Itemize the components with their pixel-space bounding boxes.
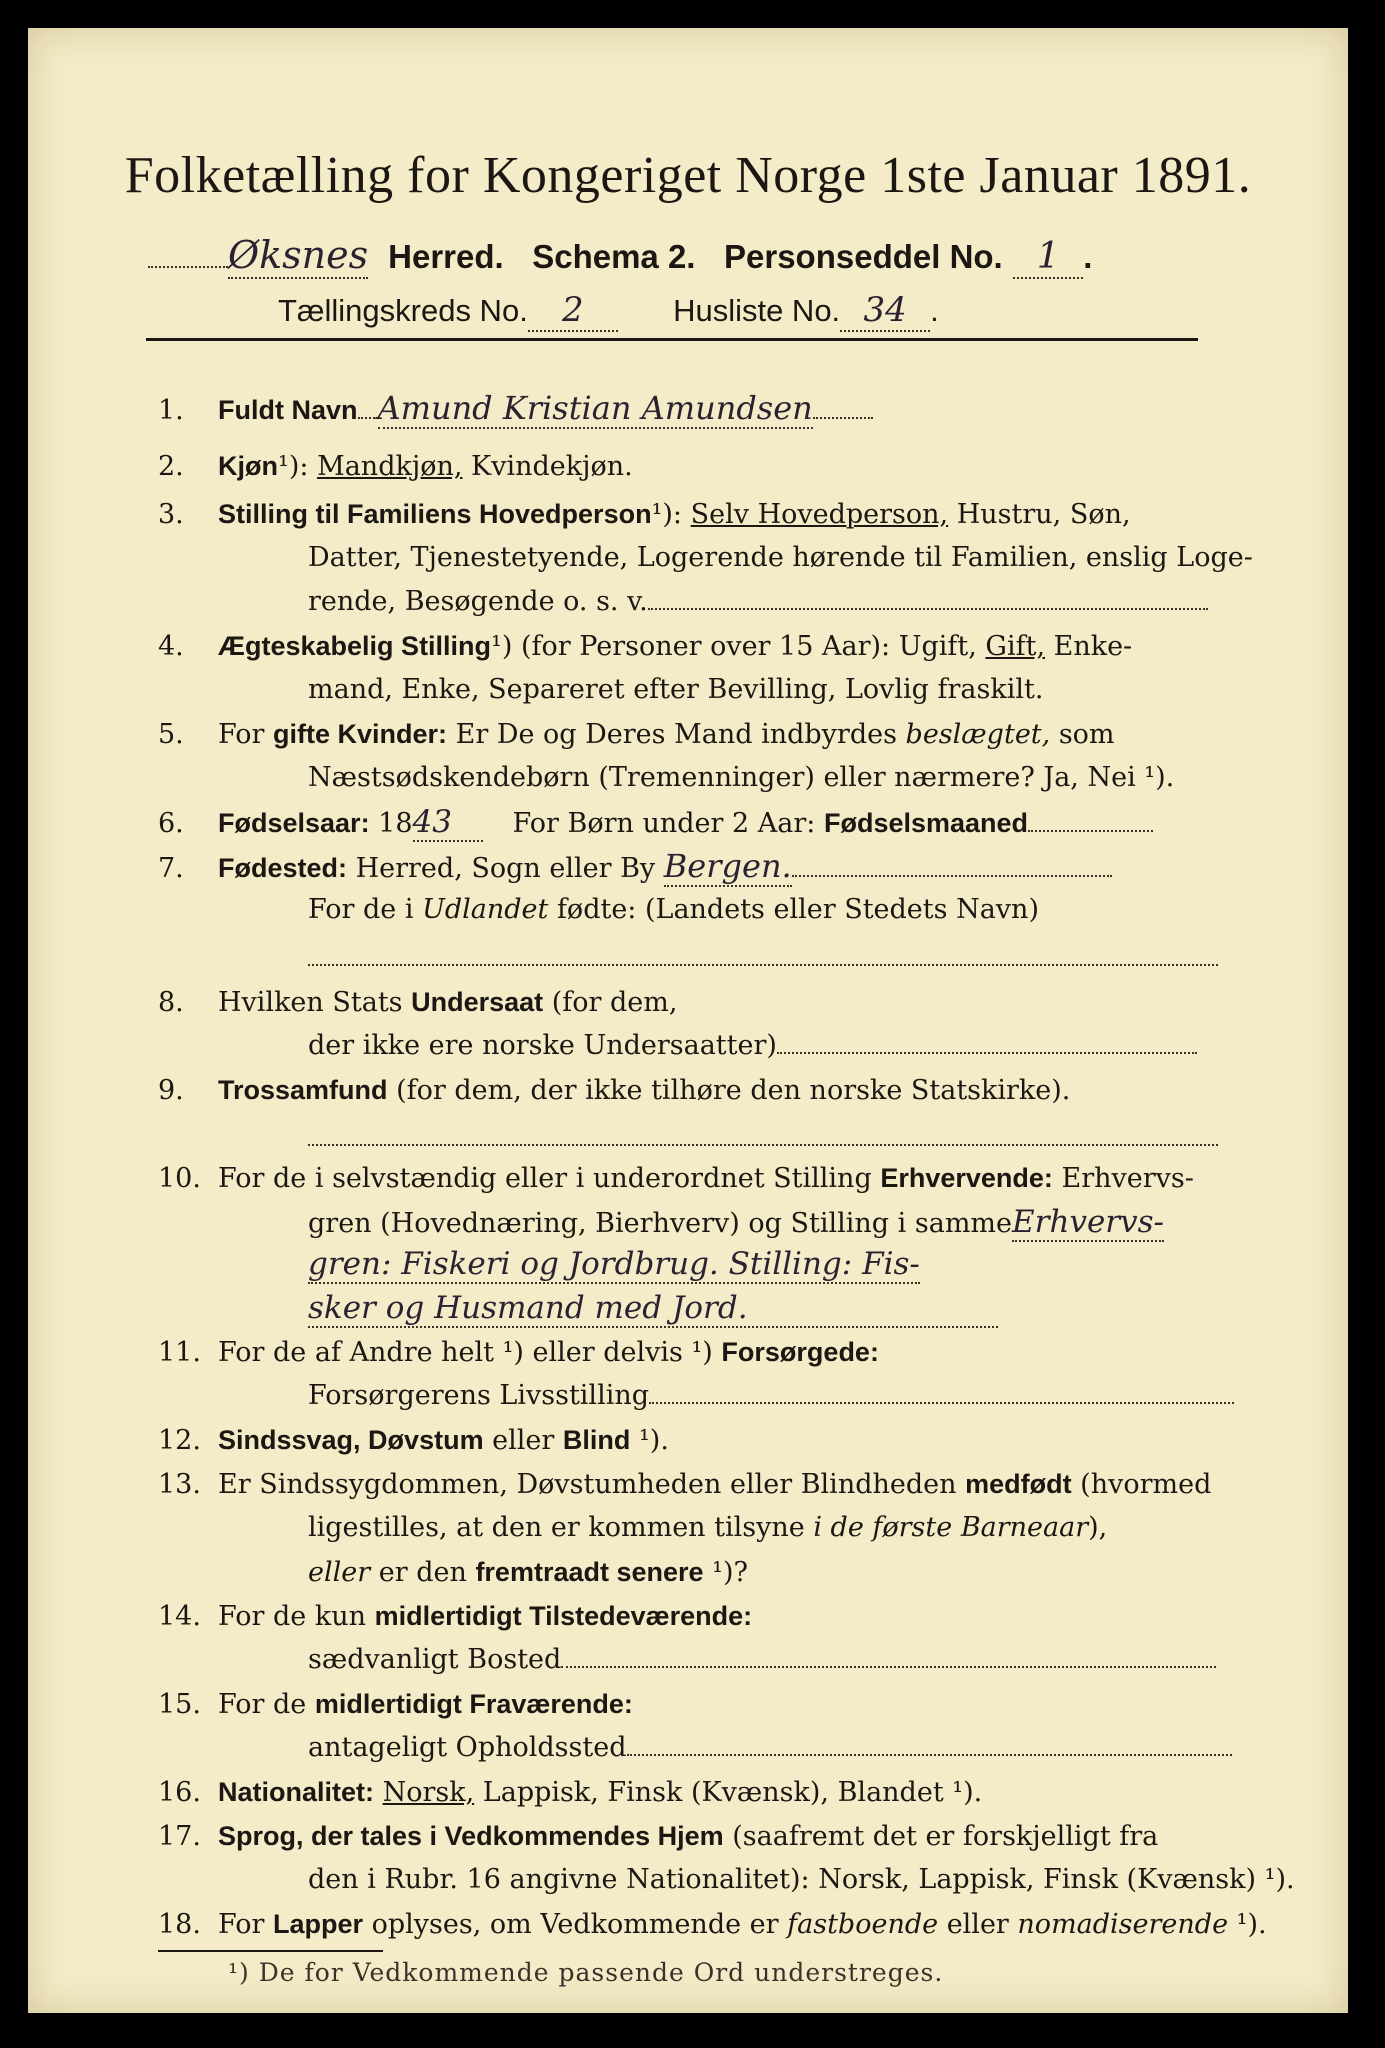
text: For de kun	[218, 1601, 375, 1632]
text: Enke-	[1045, 631, 1133, 662]
text: ¹)?	[703, 1557, 748, 1588]
row-8-sub	[308, 1028, 1197, 1064]
schema-label: Schema 2.	[532, 238, 696, 275]
herred-value: Øksnes	[228, 233, 369, 277]
personseddel-value: 1	[1013, 236, 1083, 279]
label-sindssvag: Sindssvag, Døvstum	[218, 1425, 484, 1455]
row-number: 7.	[158, 853, 184, 884]
text: oplyses, om Vedkommende er	[363, 1909, 788, 1940]
text: For	[218, 1909, 274, 1940]
label-medfodt: medfødt	[965, 1469, 1072, 1499]
herred-line: Øksnes Herred. Schema 2. Personseddel No. 1 .	[148, 233, 1092, 279]
option-norsk-selected: Norsk,	[382, 1777, 475, 1808]
text: eller	[308, 1557, 371, 1588]
row-number: 17.	[158, 1821, 201, 1852]
label-fremtraadt: fremtraadt senere	[475, 1557, 704, 1587]
label-sprog: Sprog, der tales i Vedkommendes Hjem	[218, 1821, 724, 1851]
row-number: 6.	[158, 808, 184, 839]
text: Er Sindssygdommen, Døvstumheden eller Blindheden	[218, 1469, 966, 1500]
text: Kvindekjøn.	[462, 451, 633, 482]
row-5	[158, 716, 1115, 753]
row-number: 2.	[158, 451, 184, 482]
label-blind: Blind	[562, 1425, 631, 1455]
kreds-line: Tællingskreds No. 2 Husliste No. 34 .	[278, 290, 939, 330]
text: som	[1050, 719, 1115, 750]
text: den i Rubr. 16 angivne Nationalitet): Norsk, Lappisk, Finsk (Kvænsk) ¹).	[308, 1864, 1295, 1895]
label-gifte-kvinder: gifte Kvinder:	[273, 719, 448, 749]
label-nationalitet: Nationalitet:	[218, 1777, 375, 1807]
text: eller	[483, 1425, 563, 1456]
label-fodselsmaaned: Fødselsmaaned	[823, 808, 1029, 838]
text: fastboende	[787, 1909, 939, 1940]
footnote-rule	[158, 1950, 383, 1952]
row-number: 4.	[158, 631, 184, 662]
row-7	[158, 848, 1112, 887]
label-kjon: Kjøn	[218, 451, 278, 481]
text: For	[218, 719, 274, 750]
option-selv-hovedperson-selected: Selv Hovedperson,	[690, 499, 949, 530]
herred-label: Herred.	[388, 238, 504, 275]
text: For de	[218, 1689, 315, 1720]
text: ¹):	[651, 499, 691, 530]
row-10-sub	[308, 1204, 1164, 1242]
personseddel-label: Personseddel No.	[723, 238, 1003, 275]
text: Er De og Deres Mand indbyrdes	[447, 719, 906, 750]
value-erhverv-1: Erhvervs-	[1012, 1204, 1165, 1240]
row-3	[158, 496, 1131, 533]
row-17	[158, 1818, 1158, 1855]
row-6	[158, 804, 1153, 842]
label-fodested: Fødested:	[218, 853, 348, 883]
label-forsorgede: Forsørgede:	[721, 1337, 879, 1367]
text: fødte: (Landets eller Stedets Navn)	[548, 894, 1039, 925]
row-8	[158, 984, 677, 1021]
row-7-sub	[308, 892, 1039, 928]
row-14	[158, 1598, 752, 1635]
text: mand, Enke, Separeret efter Bevilling, Lovlig fraskilt.	[308, 674, 1044, 705]
row-10	[158, 1160, 1194, 1197]
row-number: 16.	[158, 1777, 201, 1808]
option-mandkjon-selected: Mandkjøn,	[317, 451, 463, 482]
text: Herred, Sogn eller By	[347, 853, 664, 884]
text: For de af Andre helt ¹) eller delvis ¹)	[218, 1337, 722, 1368]
row-11	[158, 1334, 879, 1371]
text: ¹).	[630, 1425, 669, 1456]
text: beslægtet,	[905, 719, 1051, 750]
text: Forsørgerens Livsstilling	[308, 1380, 650, 1411]
text: Lappisk, Finsk (Kvænsk), Blandet ¹).	[474, 1777, 983, 1808]
kreds-value: 2	[528, 290, 618, 332]
row-number: 11.	[158, 1337, 201, 1368]
row-9	[158, 1072, 1070, 1109]
row-15	[158, 1686, 633, 1723]
row-number: 15.	[158, 1689, 201, 1720]
text: antageligt Opholdssted	[308, 1732, 627, 1763]
text: 18	[369, 808, 413, 839]
text: der ikke ere norske Undersaatter)	[308, 1030, 777, 1061]
text: ),	[1088, 1512, 1108, 1543]
row-number: 1.	[158, 395, 184, 426]
row-2	[158, 448, 633, 485]
text: ¹):	[278, 451, 309, 482]
value-erhverv-2: gren: Fiskeri og Jordbrug. Stilling: Fis-	[308, 1246, 920, 1282]
text: (saafremt det er forskjelligt fra	[723, 1821, 1159, 1852]
row-number: 9.	[158, 1075, 184, 1106]
dotted-fill	[148, 265, 228, 268]
text: ligestilles, at den er kommen tilsyne	[308, 1512, 814, 1543]
form-title: Folketælling for Kongeriget Norge 1ste Januar 1891.	[124, 147, 1252, 204]
text: Datter, Tjenestetyende, Logerende hørende til Familien, enslig Loge-	[308, 542, 1253, 573]
row-13	[158, 1466, 1211, 1503]
text: Udlandet	[422, 894, 549, 925]
text: Hvilken Stats	[218, 987, 412, 1018]
text: gren (Hovednæring, Bierhverv) og Stilling i samme	[308, 1208, 1013, 1239]
row-7-blank	[308, 940, 1218, 976]
text: eller	[938, 1909, 1018, 1940]
husliste-label: Husliste No.	[673, 293, 841, 328]
text: (for dem,	[543, 987, 678, 1018]
text: (hvormed	[1071, 1469, 1212, 1500]
husliste-value: 34	[840, 290, 930, 332]
label-erhvervende: Erhvervende:	[880, 1163, 1053, 1193]
label-trossamfund: Trossamfund	[218, 1075, 388, 1105]
text: Hustru, Søn,	[948, 499, 1131, 530]
text: rende, Besøgende o. s. v.	[308, 586, 648, 617]
row-3-end	[308, 584, 1208, 620]
label-lapper: Lapper	[273, 1909, 364, 1939]
row-13-sub1	[308, 1510, 1107, 1546]
label-fodselsaar: Fødselsaar:	[218, 808, 370, 838]
text: (for dem, der ikke tilhøre den norske Statskirke).	[387, 1075, 1071, 1106]
census-form	[28, 28, 1348, 2013]
text: i de første Barneaar	[813, 1512, 1089, 1543]
row-16	[158, 1774, 982, 1811]
text: For Børn under 2 Aar:	[512, 808, 824, 839]
row-number: 5.	[158, 719, 184, 750]
text	[374, 1777, 383, 1808]
row-number: 3.	[158, 499, 184, 530]
value-fodested: Bergen.	[663, 847, 792, 885]
text: ¹).	[1228, 1909, 1267, 1940]
row-number: 14.	[158, 1601, 201, 1632]
kreds-label: Tællingskreds No.	[278, 293, 528, 328]
row-1	[158, 390, 873, 429]
row-18	[158, 1906, 1267, 1943]
option-gift-selected: Gift,	[985, 631, 1046, 662]
value-fodselsaar: 43	[413, 804, 483, 842]
text: nomadiserende	[1017, 1909, 1229, 1940]
text: sædvanligt Bosted	[308, 1644, 562, 1675]
text: Erhvervs-	[1052, 1163, 1194, 1194]
row-9-blank	[308, 1120, 1218, 1156]
text: For de i	[308, 894, 423, 925]
value-erhverv-3: sker og Husmand med Jord.	[308, 1290, 998, 1328]
label-aegteskabelig: Ægteskabelig Stilling	[218, 631, 492, 661]
header-rule	[146, 338, 1198, 341]
text: er den	[370, 1557, 476, 1588]
row-number: 8.	[158, 987, 184, 1018]
row-4	[158, 628, 1132, 665]
footnote: ¹) De for Vedkommende passende Ord understreges.	[228, 1958, 944, 1987]
row-15-sub	[308, 1730, 1232, 1766]
text: For de i selvstændig eller i underordnet Stilling	[218, 1163, 881, 1194]
row-number: 12.	[158, 1425, 201, 1456]
text: Næstsødskendebørn (Tremenninger) eller nærmere? Ja, Nei ¹).	[308, 762, 1175, 793]
label-fuldt-navn: Fuldt Navn	[218, 395, 358, 425]
label-fravaerende: midlertidigt Fraværende:	[314, 1689, 633, 1719]
text: ¹) (for Personer over 15 Aar): Ugift,	[491, 631, 986, 662]
label-stilling-familie: Stilling til Familiens Hovedperson	[218, 499, 652, 529]
row-13-sub2	[308, 1554, 748, 1591]
row-12	[158, 1422, 669, 1459]
label-tilstedevaerende: midlertidigt Tilstedeværende:	[374, 1601, 753, 1631]
value-fuldt-navn: Amund Kristian Amundsen	[377, 389, 813, 427]
row-number: 10.	[158, 1163, 201, 1194]
row-number: 13.	[158, 1469, 201, 1500]
row-11-sub	[308, 1378, 1234, 1414]
label-undersaat: Undersaat	[411, 987, 544, 1017]
row-14-sub	[308, 1642, 1216, 1678]
row-number: 18.	[158, 1909, 201, 1940]
